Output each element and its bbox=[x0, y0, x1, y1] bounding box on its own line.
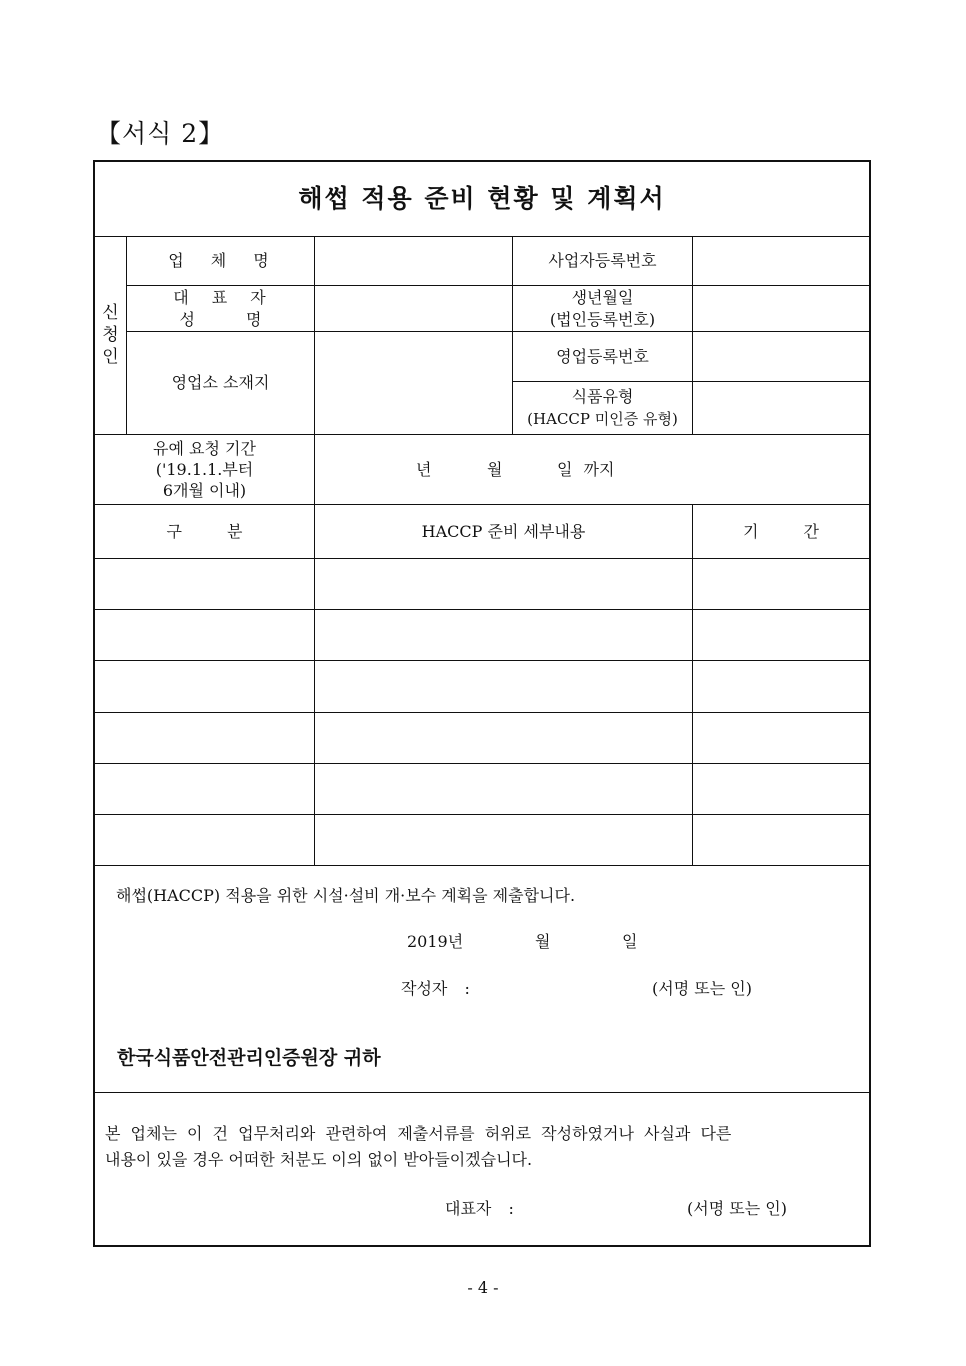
grace-day: 일 까지 bbox=[557, 460, 615, 479]
form-frame bbox=[93, 160, 871, 1247]
food-type-field[interactable] bbox=[693, 382, 869, 434]
company-name-label: 업 체 명 bbox=[168, 251, 273, 270]
plan-cell-period[interactable] bbox=[693, 610, 869, 660]
address-label: 영업소 소재지 bbox=[171, 373, 270, 392]
food-type-label bbox=[513, 382, 692, 434]
grace-label-line3: 6개월 이내) bbox=[162, 481, 247, 500]
divider bbox=[314, 434, 315, 504]
grace-label-line1: 유예 요청 기간 bbox=[153, 439, 256, 458]
pledge-line2: 내용이 있을 경우 어떠한 처분도 이의 없이 받아들이겠습니다. bbox=[105, 1150, 533, 1169]
plan-cell-details[interactable] bbox=[315, 764, 692, 814]
plan-cell-period[interactable] bbox=[693, 815, 869, 865]
plan-cell-category[interactable] bbox=[95, 713, 314, 763]
form-number-label: 【서식 2】 bbox=[96, 119, 225, 148]
writer-sign-note: (서명 또는 인) bbox=[652, 979, 752, 998]
plan-cell-details[interactable] bbox=[315, 661, 692, 712]
business-reg-label: 사업자등록번호 bbox=[548, 251, 657, 270]
rep-name-label-line1: 대 표 자 bbox=[173, 287, 268, 307]
business-license-label: 영업등록번호 bbox=[556, 346, 649, 366]
page-number: - 4 - bbox=[467, 1278, 499, 1297]
grace-year: 년 bbox=[416, 460, 432, 479]
business-license-field[interactable] bbox=[693, 332, 869, 381]
addressee: 한국식품안전관리인증원장 귀하 bbox=[117, 1047, 381, 1069]
grace-period-label bbox=[95, 435, 314, 504]
form-title: 해썹 적용 준비 현황 및 계획서 bbox=[298, 184, 666, 213]
rep-name-label bbox=[127, 286, 314, 331]
grace-month: 월 bbox=[487, 460, 503, 479]
submission-day: 일 bbox=[622, 932, 638, 951]
birth-label-line2: (법인등록번호) bbox=[549, 309, 656, 329]
plan-cell-details[interactable] bbox=[315, 559, 692, 609]
plan-cell-category[interactable] bbox=[95, 815, 314, 865]
birth-label bbox=[513, 286, 692, 331]
rep-name-field[interactable] bbox=[315, 286, 512, 331]
plan-header-category: 구 분 bbox=[166, 521, 243, 541]
plan-cell-period[interactable] bbox=[693, 559, 869, 609]
company-name-field[interactable] bbox=[315, 237, 512, 285]
submission-year: 2019년 bbox=[407, 932, 464, 951]
writer-label: 작성자 : bbox=[401, 979, 470, 998]
plan-cell-category[interactable] bbox=[95, 610, 314, 660]
divider bbox=[95, 1092, 869, 1093]
plan-cell-category[interactable] bbox=[95, 661, 314, 712]
submission-month: 월 bbox=[535, 932, 551, 951]
plan-header-period: 기 간 bbox=[743, 521, 819, 541]
plan-header-details: HACCP 준비 세부내용 bbox=[421, 521, 586, 541]
pledge-line1: 본 업체는 이 건 업무처리와 관련하여 제출서류를 허위로 작성하였거나 사실과 다른 bbox=[105, 1124, 732, 1143]
plan-cell-period[interactable] bbox=[693, 713, 869, 763]
food-type-label-line1: 식품유형 bbox=[571, 387, 634, 406]
plan-cell-period[interactable] bbox=[693, 764, 869, 814]
address-field[interactable] bbox=[315, 332, 512, 434]
birth-label-line1: 생년월일 bbox=[571, 287, 634, 307]
birth-field[interactable] bbox=[693, 286, 869, 331]
plan-cell-details[interactable] bbox=[315, 713, 692, 763]
applicant-side-text: 신청인 bbox=[102, 303, 119, 367]
business-reg-field[interactable] bbox=[693, 237, 869, 285]
plan-cell-details[interactable] bbox=[315, 610, 692, 660]
grace-label-line2: ('19.1.1.부터 bbox=[155, 460, 254, 479]
food-type-label-line2: (HACCP 미인증 유형) bbox=[527, 410, 678, 428]
rep-sign-note: (서명 또는 인) bbox=[687, 1199, 787, 1218]
divider bbox=[95, 865, 869, 866]
applicant-side-label bbox=[95, 236, 126, 434]
rep-label: 대표자 : bbox=[445, 1199, 514, 1218]
plan-cell-category[interactable] bbox=[95, 559, 314, 609]
plan-cell-details[interactable] bbox=[315, 815, 692, 865]
rep-name-label-line2: 성 명 bbox=[179, 309, 262, 329]
plan-cell-period[interactable] bbox=[693, 661, 869, 712]
plan-cell-category[interactable] bbox=[95, 764, 314, 814]
submission-statement: 해썹(HACCP) 적용을 위한 시설·설비 개·보수 계획을 제출합니다. bbox=[116, 886, 576, 905]
